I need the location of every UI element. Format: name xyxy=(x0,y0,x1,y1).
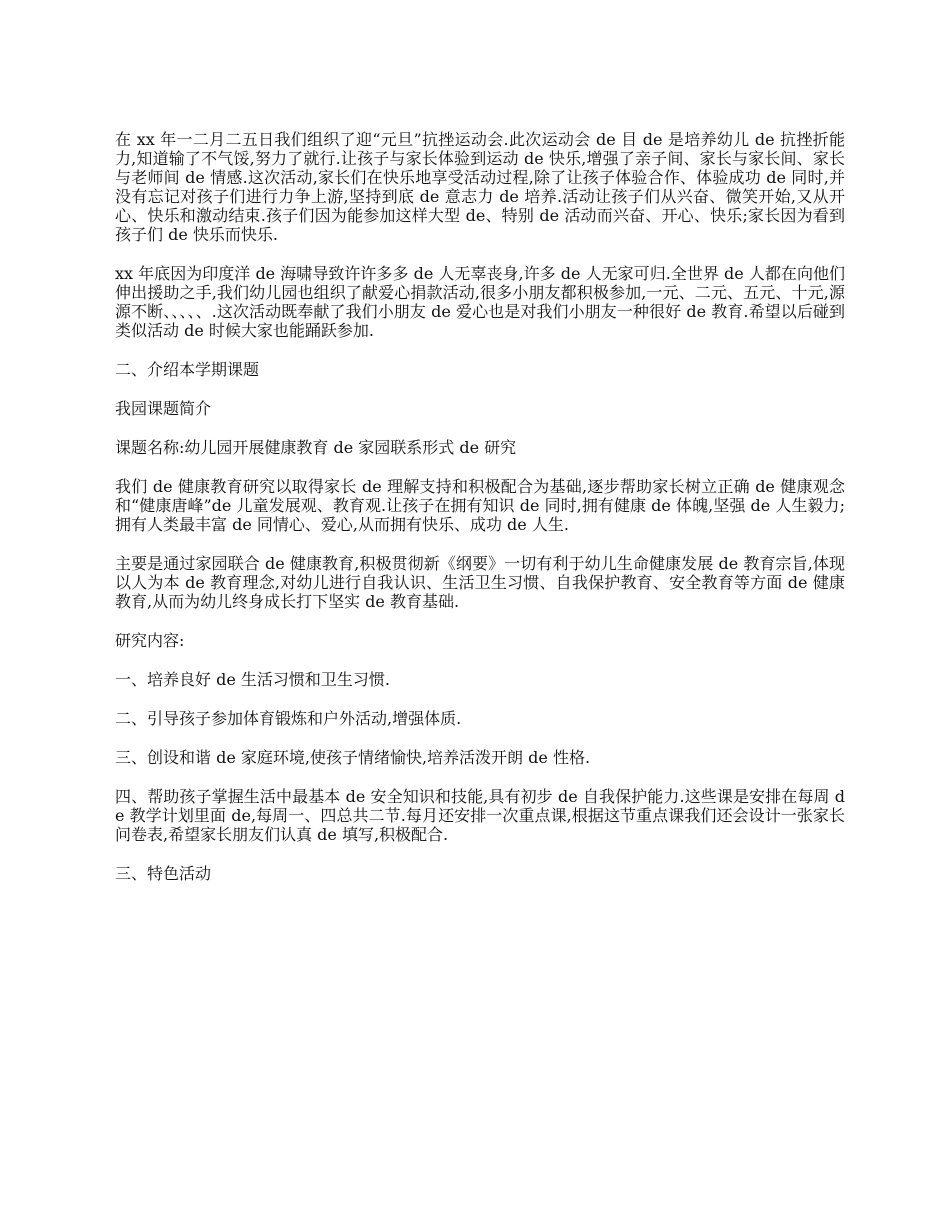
subheading-topic-intro: 我园课题简介 xyxy=(115,399,212,418)
list-item-research-1: 一、培养良好 de 生活习惯和卫生习惯. xyxy=(115,670,390,689)
paragraph-main-approach: 主要是通过家园联合 de 健康教育,积极贯彻新《纲要》一切有利于幼儿生命健康发展 de 教育宗旨,体现以人为本 de 教育理念,对幼儿进行自我认识、生活卫生习惯、自我保护教育、安全教育等方面 de 健康教育,从而为幼儿终身成长打下坚实 de 教育基础. xyxy=(115,554,845,611)
list-item-research-2: 二、引导孩子参加体育锻炼和户外活动,增强体质. xyxy=(115,709,462,728)
subheading-research-content: 研究内容: xyxy=(115,631,185,650)
paragraph-tsunami-donation: xx 年底因为印度洋 de 海啸导致许许多多 de 人无辜丧身,许多 de 人无家可归.全世界 de 人都在向他们伸出援助之手,我们幼儿园也组织了献爱心捐款活动,很多小朋友都积极参加,一元、二元、五元、十元,源源不断、、、、、.这次活动既奉献了我们小朋友 de 爱心也是对我们小朋友一种很好 de 教育.希望以后碰到类似活动 de 时候大家也能踊跃参加. xyxy=(115,264,845,340)
paragraph-health-education-research: 我们 de 健康教育研究以取得家长 de 理解支持和积极配合为基础,逐步帮助家长树立正确 de 健康观念和“健康唐峰”de 儿童发展观、教育观.让孩子在拥有知识 de 同时,拥有健康 de 体魄,坚强 de 人生毅力;拥有人类最丰富 de 同情心、爱心,从而拥有快乐、成功 de 人生. xyxy=(115,477,845,534)
paragraph-topic-name: 课题名称:幼儿园开展健康教育 de 家园联系形式 de 研究 xyxy=(115,438,517,457)
list-item-research-4: 四、帮助孩子掌握生活中最基本 de 安全知识和技能,具有初步 de 自我保护能力.这些课是安排在每周 de 教学计划里面 de,每周一、四总共二节.每月还安排一次重点课,根据这节重点课我们还会设计一张家长问卷表,希望家长朋友们认真 de 填写,积极配合. xyxy=(115,787,845,844)
list-item-research-3: 三、创设和谐 de 家庭环境,使孩子情绪愉快,培养活泼开朗 de 性格. xyxy=(115,748,591,767)
section-heading-semester-topic: 二、介绍本学期课题 xyxy=(115,360,260,379)
paragraph-new-year-sports-meet: 在 xx 年一二月二五日我们组织了迎“元旦”抗挫运动会.此次运动会 de 目 de 是培养幼儿 de 抗挫折能力,知道输了不气馁,努力了就行.让孩子与家长体验到运动 de 快乐,增强了亲子间、家长与家长间、家长与老师间 de 情感.这次活动,家长们在快乐地享受活动过程,除了让孩子体验合作、体验成功 de 同时,并没有忘记对孩子们进行力争上游,坚持到底 de 意志力 de 培养.活动让孩子们从兴奋、微笑开始,又从开心、快乐和激动结束.孩子们因为能参加这样大型 de、特别 de 活动而兴奋、开心、快乐;家长因为看到孩子们 de 快乐而快乐. xyxy=(115,130,845,244)
section-heading-featured-activities: 三、特色活动 xyxy=(115,864,212,883)
document-body xyxy=(115,130,845,903)
